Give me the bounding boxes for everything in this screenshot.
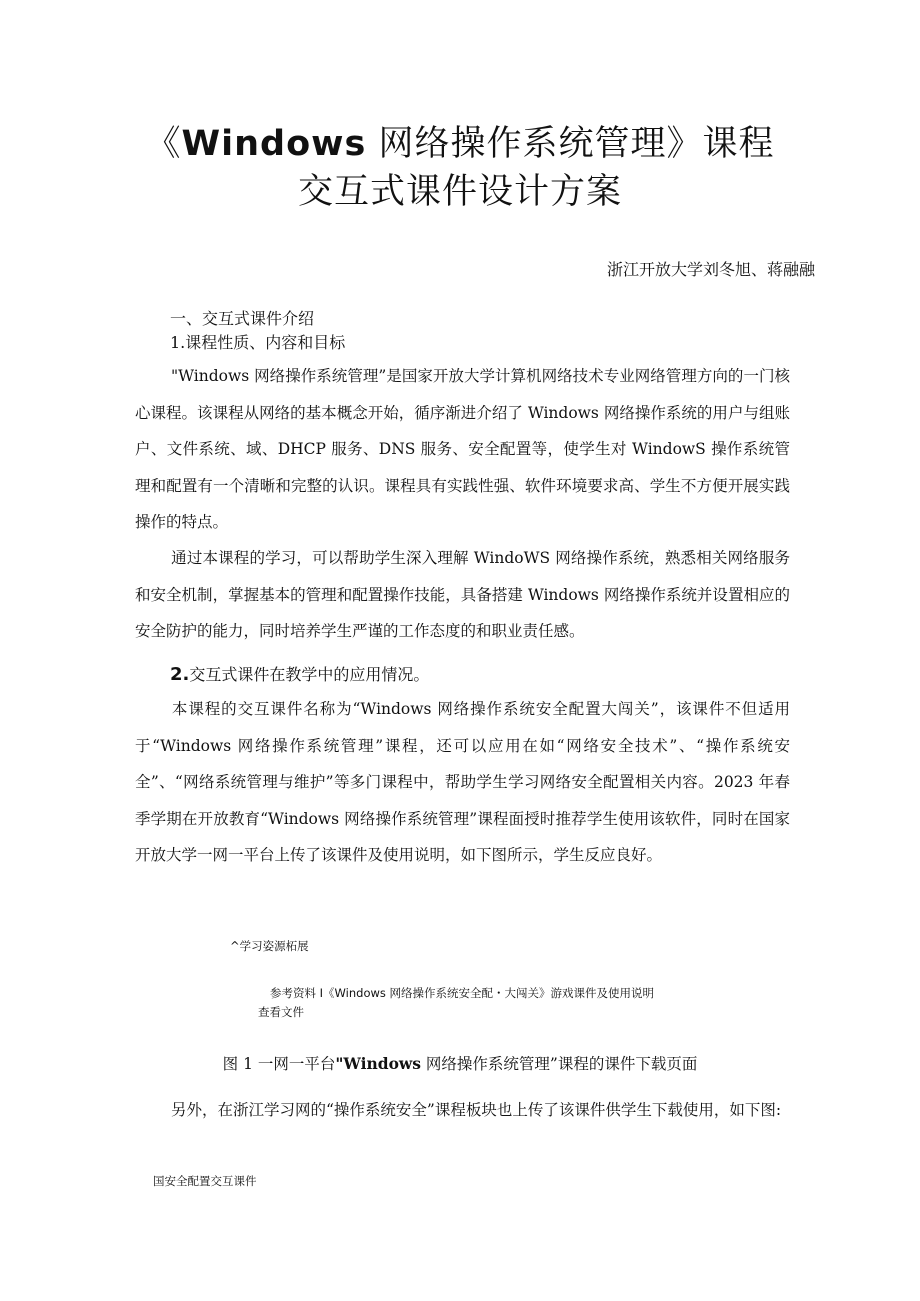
document-title-line1: 《Windows 网络操作系统管理》课程 — [145, 124, 775, 164]
paragraph-4: 另外，在浙江学习网的“操作系统安全”课程板块也上传了该课件供学生下载使用，如下图: — [171, 1101, 782, 1119]
resource-expand-toggle[interactable]: ^学习姿源柘展 — [230, 939, 309, 953]
reference-material-link[interactable]: 参考资料 I《Windows 网络操作系统安全配・大闯关》游戏课件及使用说明 — [270, 986, 655, 1000]
figure-2-label: 国安全配置交互课件 — [153, 1174, 257, 1188]
paragraph-2: 通过本课程的学习，可以帮助学生深入理解 WindoWS 网络操作系统，熟悉相关网络服务和安全机制，掌握基本的管理和配置操作技能，具备搭建 Windows 网络操作系统并设置相应的安全防护的能力，同时培养学生严谨的工作态度的和职业责任感。 — [135, 549, 790, 640]
paragraph-1: "Windows 网络操作系统管理”是国家开放大学计算机网络技术专业网络管理方向的一门核心课程。该课程从网络的基本概念开始，循序渐进介绍了 Windows 网络操作系统的用户与组账户、文件系统、域、DHCP 服务、DNS 服务、安全配置等，使学生对 WindowS 操作系统管理和配置有一个清晰和完整的认识。课程具有实践性强、软件环境要求高、学生不方便开展实践操作的特点。 — [135, 367, 790, 531]
view-file-link[interactable]: 查看文件 — [258, 1005, 304, 1019]
paragraph-3: 本课程的交互课件名称为“Windows 网络操作系统安全配置大闯关”，该课件不但适用于“Windows 网络操作系统管理”课程，还可以应用在如“网络安全技术”、“操作系统安全”、“网络系统管理与维护”等多门课程中，帮助学生学习网络安全配置相关内容。2023 年春季学期在开放教育“Windows 网络操作系统管理”课程面授时推荐学生使用该软件，同时在国家开放大学一网一平台上传了该课件及使用说明，如下图所示，学生反应良好。 — [135, 700, 790, 864]
document-title-line2: 交互式课件设计方案 — [297, 172, 622, 212]
figure-1-caption: 图 1 一网一平台"Windows 网络操作系统管理”课程的课件下载页面 — [222, 1054, 698, 1073]
title-bold-word: Windows — [181, 124, 367, 164]
subsection-heading-2: 2.交互式课件在教学中的应用情况。 — [170, 664, 430, 685]
subsection-heading-1: 1.课程性质、内容和目标 — [170, 333, 346, 352]
section-heading: 一、交互式课件介绍 — [170, 309, 315, 328]
author-line: 浙江开放大学刘冬旭、蒋融融 — [606, 260, 815, 279]
